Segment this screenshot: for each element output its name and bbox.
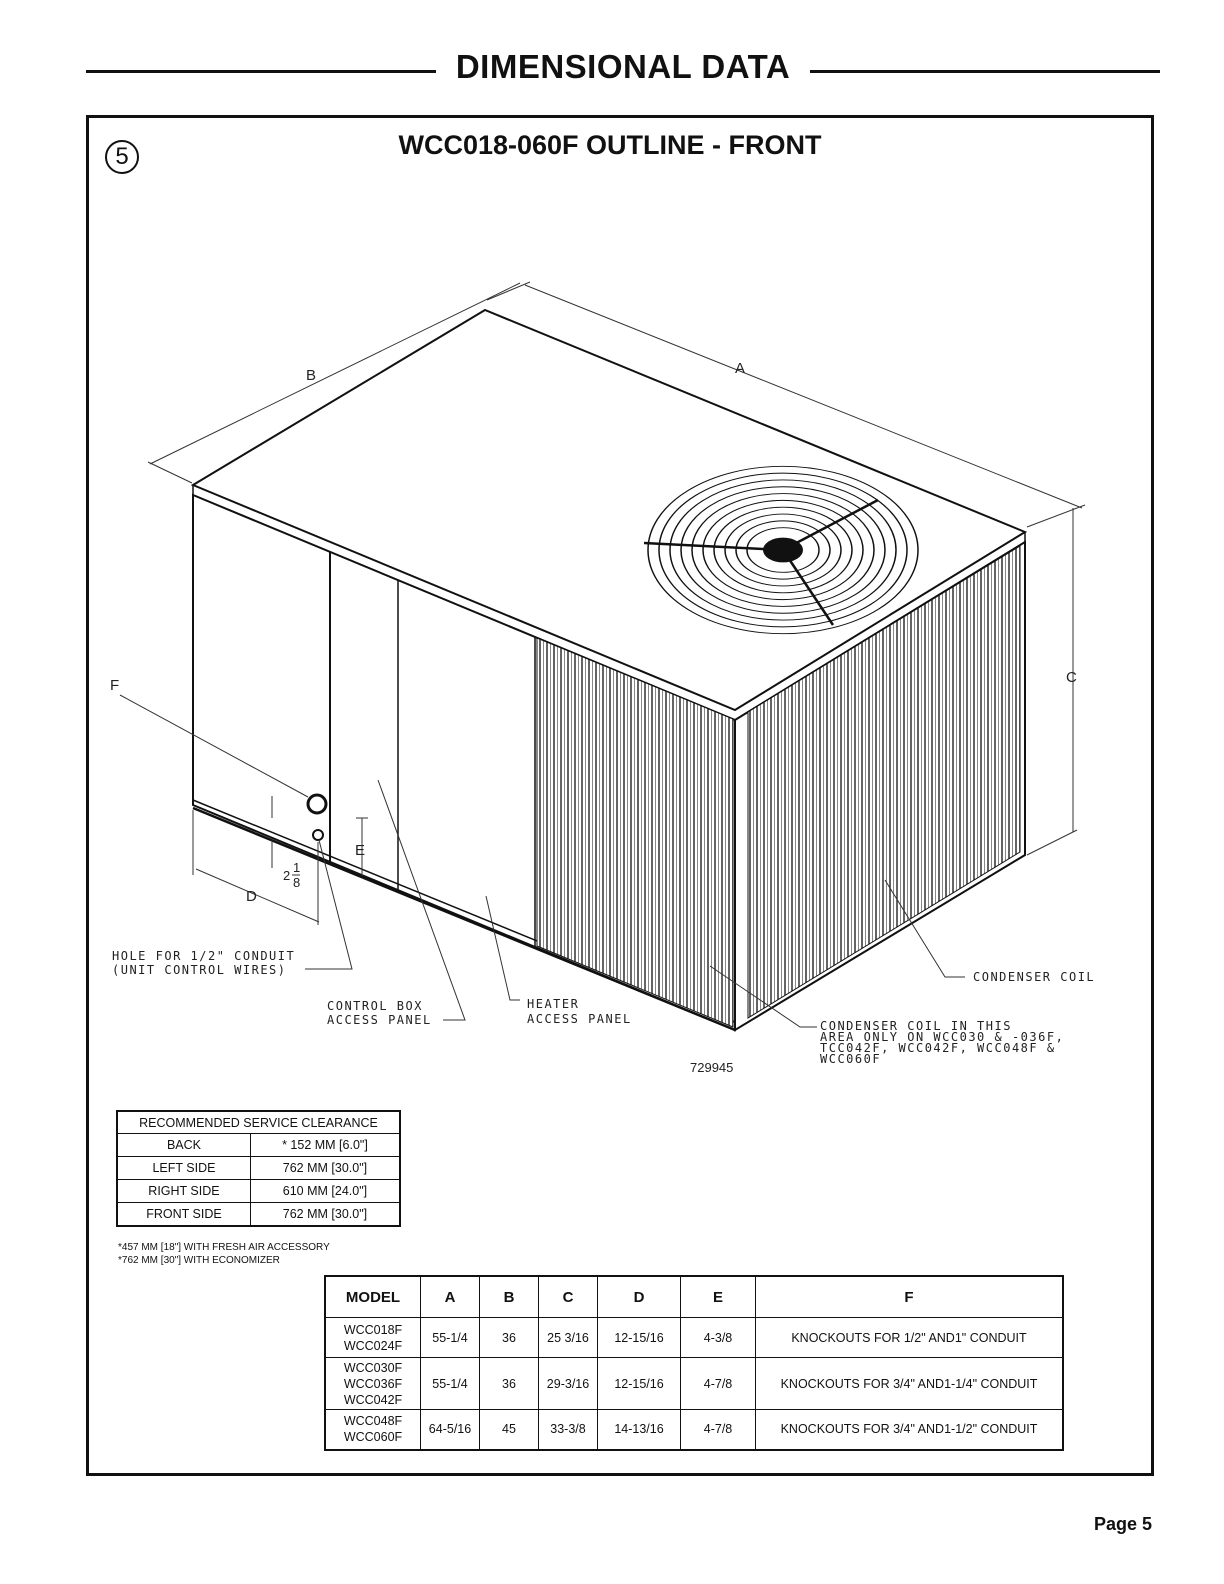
coil-note-line1: CONDENSER COIL IN THIS [820,1019,1012,1033]
cell-c: 33-3/8 [539,1410,598,1450]
col-header-b: B [480,1276,539,1318]
dim-e-label: E [355,842,366,859]
col-header-f: F [756,1276,1064,1318]
dim-b-label: B [306,367,317,384]
col-header-c: C [539,1276,598,1318]
cell-c: 25 3/16 [539,1318,598,1358]
clearance-note-fresh-air: *457 MM [18"] WITH FRESH AIR ACCESSORY [118,1242,330,1253]
cell-e: 4-3/8 [681,1318,756,1358]
table-row [117,1134,400,1157]
cell-d: 12-15/16 [598,1358,681,1410]
clearance-side: LEFT SIDE [117,1157,250,1180]
table-row [117,1180,400,1203]
header-rule-right [810,70,1160,73]
col-header-a: A [421,1276,480,1318]
coil-note-line3: TCC042F, WCC042F, WCC048F & [820,1041,1056,1055]
conduit-hole-small [313,830,323,840]
clearance-note-economizer: *762 MM [30"] WITH ECONOMIZER [118,1255,280,1266]
cell-f: KNOCKOUTS FOR 3/4" AND1-1/2" CONDUIT [756,1410,1064,1450]
clearance-title: RECOMMENDED SERVICE CLEARANCE [117,1111,400,1134]
cell-a: 55-1/4 [421,1358,480,1410]
table-row [325,1410,1063,1450]
hole-label-line1: HOLE FOR 1/2" CONDUIT [112,949,296,963]
hole-label-line2: (UNIT CONTROL WIRES) [112,963,287,977]
table-header-row [325,1276,1063,1318]
fraction-denominator: 8 [293,875,301,890]
col-header-e: E [681,1276,756,1318]
fraction-whole: 2 [283,868,291,883]
cell-a: 55-1/4 [421,1318,480,1358]
clearance-value: 762 MM [30.0"] [250,1157,400,1180]
cell-f: KNOCKOUTS FOR 3/4" AND1-1/4" CONDUIT [756,1358,1064,1410]
dim-a-label: A [735,360,746,377]
col-header-d: D [598,1276,681,1318]
cell-e: 4-7/8 [681,1410,756,1450]
heater-label-line1: HEATER [527,997,580,1011]
dim-f-label: F [110,677,120,694]
control-box-label-line2: ACCESS PANEL [327,1013,432,1027]
cell-b: 36 [480,1318,539,1358]
page-title: DIMENSIONAL DATA [455,48,791,85]
page-number: Page 5 [1094,1514,1153,1534]
cell-model: WCC030F WCC036F WCC042F [325,1358,421,1410]
cell-c: 29-3/16 [539,1358,598,1410]
dim-d-label: D [246,888,257,905]
cell-b: 36 [480,1358,539,1410]
dim-c-label: C [1066,669,1077,686]
service-clearance-table [116,1110,401,1227]
clearance-side: RIGHT SIDE [117,1180,250,1203]
col-header-model: MODEL [325,1276,421,1318]
cell-b: 45 [480,1410,539,1450]
cell-e: 4-7/8 [681,1358,756,1410]
figure-title: WCC018-060F OUTLINE - FRONT [398,130,822,160]
header-rule-left [86,70,436,73]
control-box-label-line1: CONTROL BOX [327,999,423,1013]
condenser-coil-label: CONDENSER COIL [973,970,1096,984]
dim-d-line [196,869,319,922]
drawing-number: 729945 [690,1060,734,1075]
table-row [325,1318,1063,1358]
clearance-value: * 152 MM [6.0"] [250,1134,400,1157]
clearance-side: BACK [117,1134,250,1157]
fraction-numerator: 1 [293,860,301,875]
model-dimensions-table [324,1275,1064,1451]
unit-outline-drawing [86,170,1154,1090]
heater-label-line2: ACCESS PANEL [527,1012,632,1026]
conduit-hole-large [308,795,326,813]
cell-model: WCC018F WCC024F [325,1318,421,1358]
clearance-value: 610 MM [24.0"] [250,1180,400,1203]
cell-d: 12-15/16 [598,1318,681,1358]
cell-d: 14-13/16 [598,1410,681,1450]
coil-note-line4: WCC060F [820,1052,882,1066]
clearance-value: 762 MM [30.0"] [250,1203,400,1227]
cell-a: 64-5/16 [421,1410,480,1450]
coil-note-line2: AREA ONLY ON WCC030 & -036F, [820,1030,1065,1044]
table-row [117,1203,400,1227]
cell-f: KNOCKOUTS FOR 1/2" AND1" CONDUIT [756,1318,1064,1358]
clearance-side: FRONT SIDE [117,1203,250,1227]
table-row [325,1358,1063,1410]
cell-model: WCC048F WCC060F [325,1410,421,1450]
table-row [117,1157,400,1180]
figure-number: 5 [105,140,139,174]
